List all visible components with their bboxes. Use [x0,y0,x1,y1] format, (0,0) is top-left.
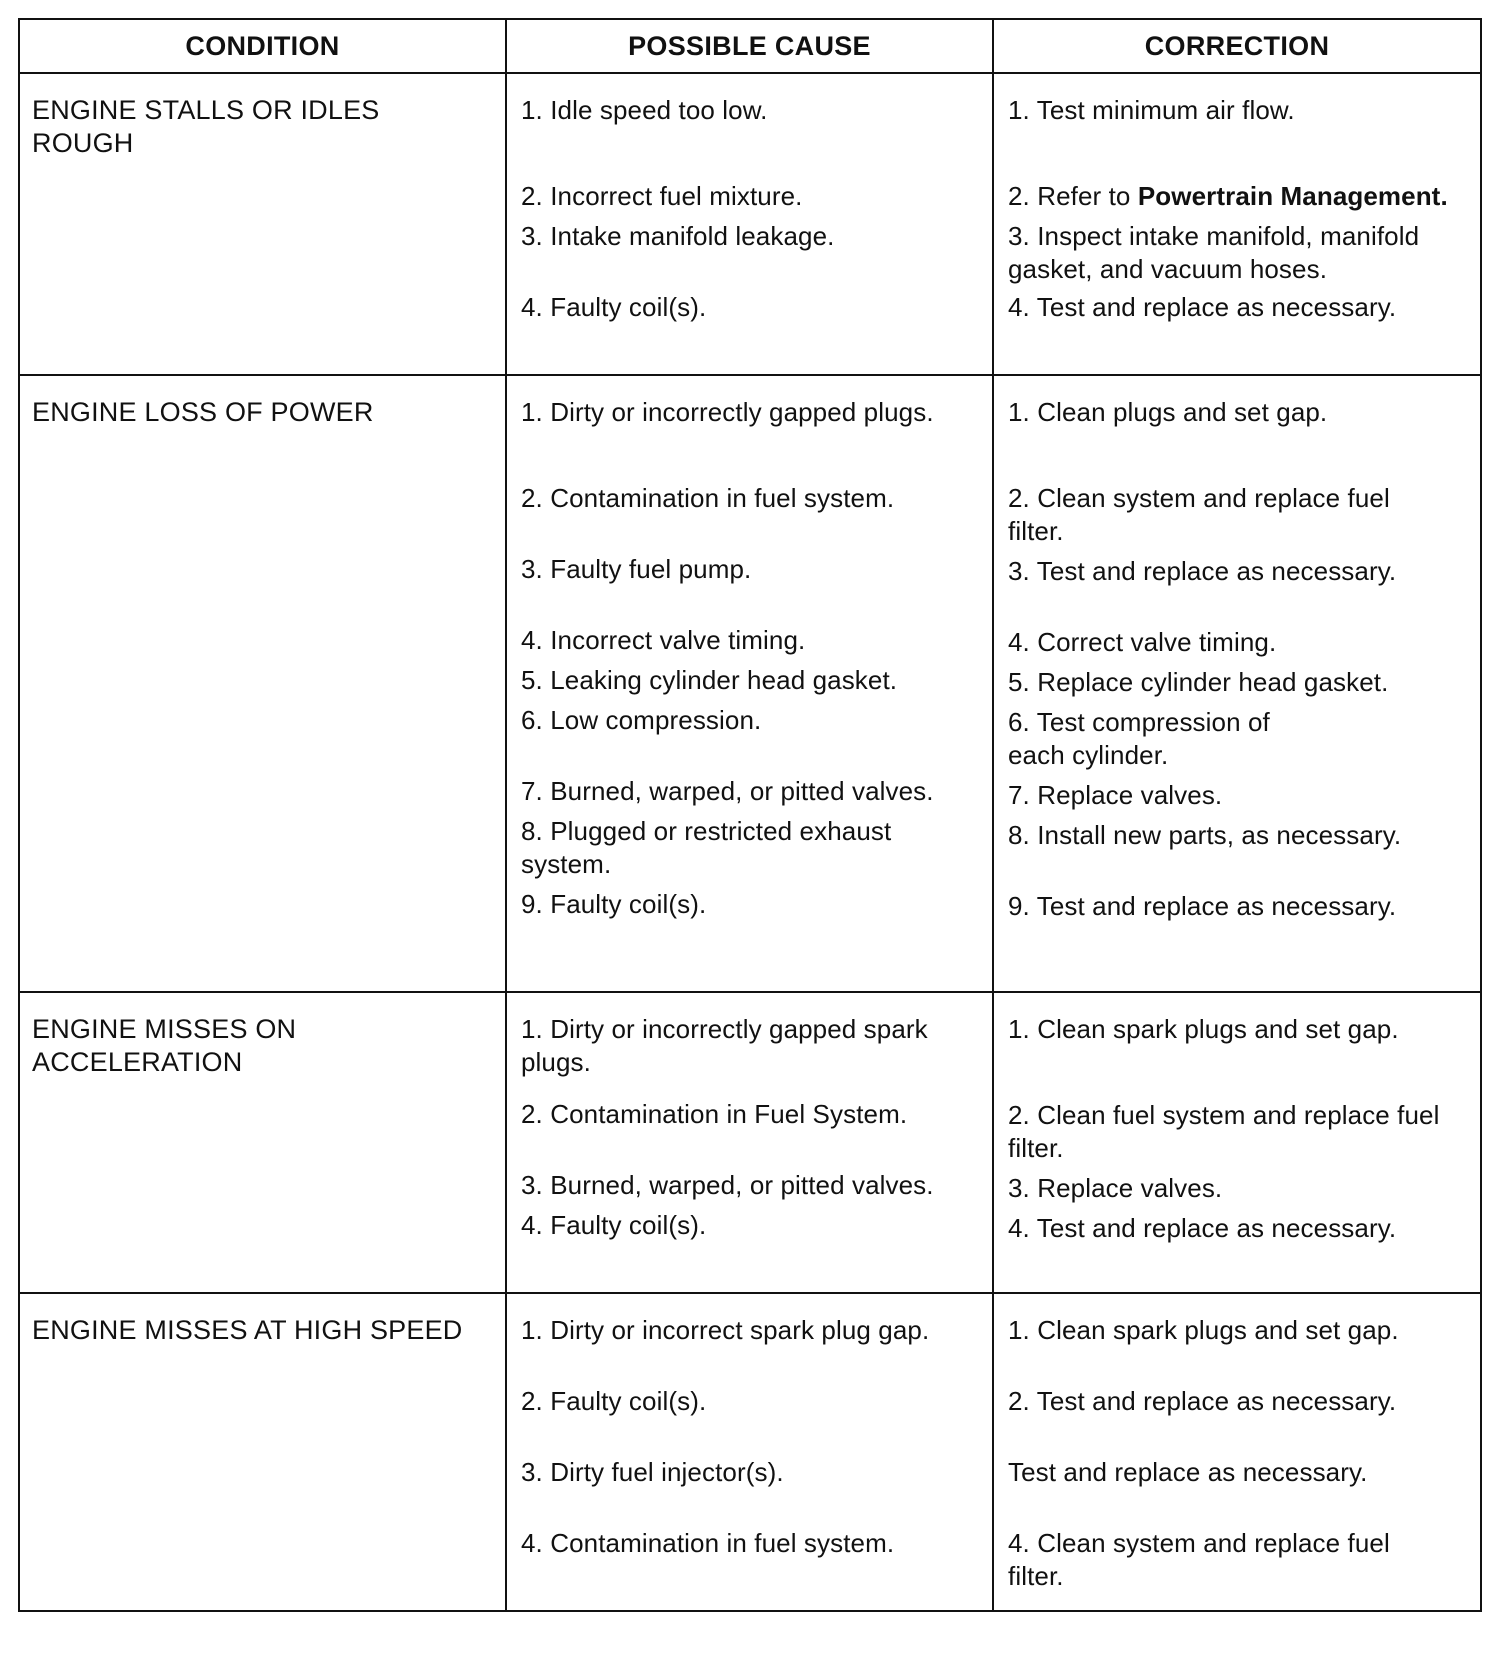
correction-item: 3. Test and replace as necessary. [1008,556,1397,586]
diagnosis-sheet [18,18,1480,1612]
correction-item: 2. Clean system and replace fuel filter. [1008,483,1390,546]
condition-cell: ENGINE MISSES AT HIGH SPEED [19,1293,506,1611]
cause-item: 4. Incorrect valve timing. [521,625,806,655]
correction-cell [993,992,1481,1293]
condition-cell: ENGINE LOSS OF POWER [19,375,506,992]
diagnosis-table [18,18,1482,1612]
correction-reference: Powertrain Management. [1137,181,1448,211]
cause-cell [506,73,993,375]
correction-item: 5. Replace cylinder head gasket. [1008,667,1389,697]
correction-item: 2. Clean fuel system and replace fuel filter. [1008,1100,1440,1163]
correction-item: 1. Test minimum air flow. [1008,95,1295,125]
correction-item-text: 2. Refer to [1008,181,1138,211]
correction-item: 6. Test compression of each cylinder. [1008,707,1270,770]
correction-item: 3. Replace valves. [1008,1173,1223,1203]
cause-item: 2. Contamination in Fuel System. [521,1099,908,1129]
cause-item: 7. Burned, warped, or pitted valves. [521,776,934,806]
cause-cell [506,992,993,1293]
cause-item: 3. Burned, warped, or pitted valves. [521,1170,934,1200]
cause-item: 2. Incorrect fuel mixture. [521,181,803,211]
header-possible-cause: POSSIBLE CAUSE [506,19,993,73]
header-correction: CORRECTION [993,19,1481,73]
header-row [19,19,1481,73]
correction-item: 1. Clean plugs and set gap. [1008,397,1328,427]
cause-item: 5. Leaking cylinder head gasket. [521,665,898,695]
cause-cell [506,1293,993,1611]
correction-item: 4. Correct valve timing. [1008,627,1277,657]
table-row [19,992,1481,1293]
correction-item: 2. Test and replace as necessary. [1008,1386,1397,1416]
correction-item: 1. Clean spark plugs and set gap. [1008,1014,1399,1044]
correction-cell [993,73,1481,375]
cause-item: 4. Contamination in fuel system. [521,1528,895,1558]
cause-item: 1. Dirty or incorrectly gapped spark plugs. [521,1014,928,1077]
table-row [19,73,1481,375]
correction-item: 8. Install new parts, as necessary. [1008,820,1402,850]
cause-item: 4. Faulty coil(s). [521,292,707,322]
cause-item: 2. Contamination in fuel system. [521,483,895,513]
condition-cell: ENGINE STALLS OR IDLES ROUGH [19,73,506,375]
cause-item: 9. Faulty coil(s). [521,889,707,919]
cause-item: 3. Faulty fuel pump. [521,554,752,584]
correction-cell [993,375,1481,992]
correction-item: 4. Test and replace as necessary. [1008,292,1397,322]
header-condition: CONDITION [19,19,506,73]
cause-item: 3. Dirty fuel injector(s). [521,1457,784,1487]
cause-cell [506,375,993,992]
correction-item: 3. Inspect intake manifold, manifold gasket, and vacuum hoses. [1008,221,1420,284]
cause-item: 1. Dirty or incorrectly gapped plugs. [521,397,934,427]
cause-item: 4. Faulty coil(s). [521,1210,707,1240]
cause-item: 3. Intake manifold leakage. [521,221,835,251]
correction-item: Test and replace as necessary. [1008,1457,1368,1487]
table-row [19,375,1481,992]
correction-item: 4. Test and replace as necessary. [1008,1213,1397,1243]
table-row [19,1293,1481,1611]
correction-item: 7. Replace valves. [1008,780,1223,810]
cause-item: 1. Idle speed too low. [521,95,768,125]
correction-cell [993,1293,1481,1611]
correction-item: 9. Test and replace as necessary. [1008,891,1397,921]
correction-item: 4. Clean system and replace fuel filter. [1008,1528,1390,1591]
cause-item: 6. Low compression. [521,705,762,735]
cause-item: 1. Dirty or incorrect spark plug gap. [521,1315,930,1345]
cause-item: 8. Plugged or restricted exhaust system. [521,816,892,879]
cause-item: 2. Faulty coil(s). [521,1386,707,1416]
condition-cell: ENGINE MISSES ON ACCELERATION [19,992,506,1293]
correction-item: 1. Clean spark plugs and set gap. [1008,1315,1399,1345]
correction-item [1008,180,1472,213]
